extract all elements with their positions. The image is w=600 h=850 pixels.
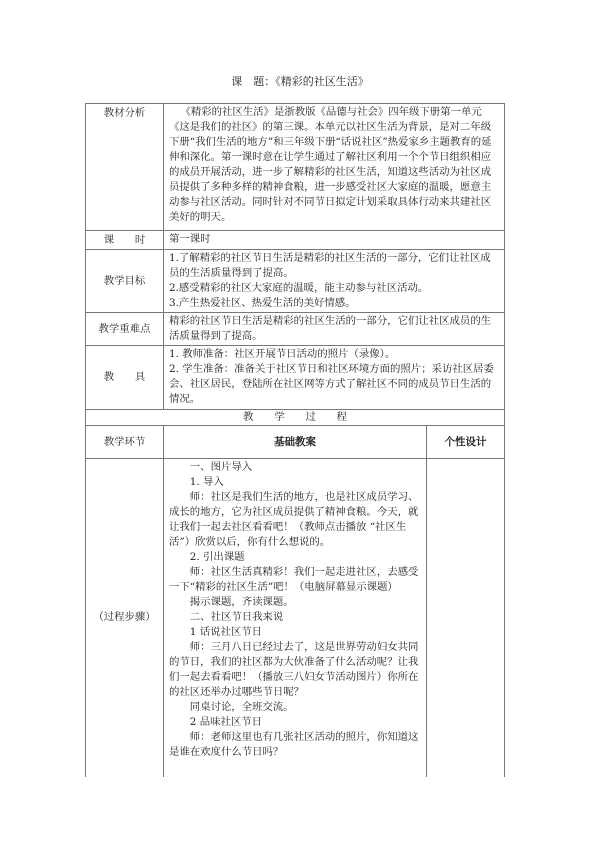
- goal-item: 3.产生热爱社区、热爱生活的美好情感。: [169, 297, 356, 309]
- row-tools: [86, 346, 505, 410]
- label-key: 教学重难点: [86, 313, 164, 346]
- step-label: （过程步骤）: [86, 459, 164, 777]
- process-line: 师：社区是我们生活的地方，也是社区成员学习、成长的地方，它为社区成员提供了精神食粮。今天，就让我们一起去社区看看吧！（教师点击播放 “社区生活”）欣赏以后，你有什么想说的。: [169, 491, 419, 548]
- period-text: 第一课时: [164, 231, 505, 250]
- goals-list: [164, 250, 505, 313]
- process-line: 揭示课题，齐读课题。: [189, 596, 294, 608]
- goal-item: 2.感受精彩的社区大家庭的温暖，能主动参与社区活动。: [169, 282, 429, 294]
- personal-design-cell: [427, 459, 505, 777]
- row-process-header: [86, 426, 505, 459]
- row-analysis: [86, 104, 505, 231]
- analysis-text: 《精彩的社区生活》是浙教版《品德与社会》四年级下册第一单元《这是我们的社区》的第三课。本单元以社区生活为背景，是对二年级下册“我们生活的地方”和三年级下册“话说社区”热爱家乡主题教育的延伸和深化。第一课时意在让学生通过了解社区利用一个个节日组织相应的成员开展活动，进一步了解精彩的社区生活，知道这些活动为社区成员提供了多种多样的精神食粮，进一步感受社区大家庭的温暖，愿意主动参与社区活动。同时针对不同节日拟定计划采取具体行动来共建社区美好的明天。: [164, 104, 505, 231]
- process-line: 二、社区节日我来说: [189, 611, 284, 623]
- row-goals: [86, 250, 505, 313]
- process-line: 一、图片导入: [189, 461, 253, 473]
- col-personal-design: 个性设计: [427, 426, 505, 459]
- process-line: 师：社区生活真精彩！我们一起走进社区，去感受一下“精彩的社区生活”吧！（电脑屏幕显示课题）: [169, 566, 419, 593]
- process-content: [164, 459, 427, 777]
- process-line: 2. 引出课题: [189, 551, 245, 563]
- tool-item: 2. 学生准备：准备关于社区节日和社区环境方面的照片；采访社区居委会、社区居民，登陆所在社区网等方式了解社区不同的成员节日生活的情况。: [169, 363, 494, 405]
- row-process-body: [86, 459, 505, 777]
- label-tools: 教 具: [86, 346, 164, 410]
- goal-item: 1.了解精彩的社区节日生活是精彩的社区生活的一部分，它们让社区成员的生活质量得到了提高。: [169, 252, 491, 279]
- tools-list: [164, 346, 505, 410]
- label-goals: 教学目标: [86, 250, 164, 313]
- label-analysis: 教材分析: [86, 104, 164, 231]
- label-period: 课 时: [86, 231, 164, 250]
- process-line: 同桌讨论，全班交流。: [189, 701, 294, 713]
- row-key: [86, 313, 505, 346]
- lesson-plan-table: [85, 103, 505, 777]
- row-period: [86, 231, 505, 250]
- process-line: 师：三月八日已经过去了，这是世界劳动妇女共同的节日，我们的社区都为大伙准备了什么活动呢？让我们一起去看看吧！（播放三八妇女节活动图片）你所在的社区还举办过哪些节日呢？: [169, 641, 419, 698]
- key-text: 精彩的社区节日生活是精彩的社区生活的一部分，它们让社区成员的生活质量得到了提高。: [164, 313, 505, 346]
- process-line: 2 品味社区节日: [189, 716, 263, 728]
- col-basic-plan: 基础教案: [164, 426, 427, 459]
- process-line: 1 话说社区节日: [189, 626, 263, 638]
- col-stage: 教学环节: [86, 426, 164, 459]
- process-line: 1. 导入: [189, 476, 224, 488]
- process-heading: 教 学 过 程: [86, 410, 505, 426]
- tool-item: 1. 教师准备：社区开展节日活动的照片（录像）。: [169, 348, 396, 360]
- process-line: 师：老师这里也有几张社区活动的照片，你知道这是谁在欢度什么节日吗？: [169, 731, 419, 758]
- lesson-title: 课 题：《精彩的社区生活》: [231, 75, 369, 88]
- row-process-heading: [86, 410, 505, 426]
